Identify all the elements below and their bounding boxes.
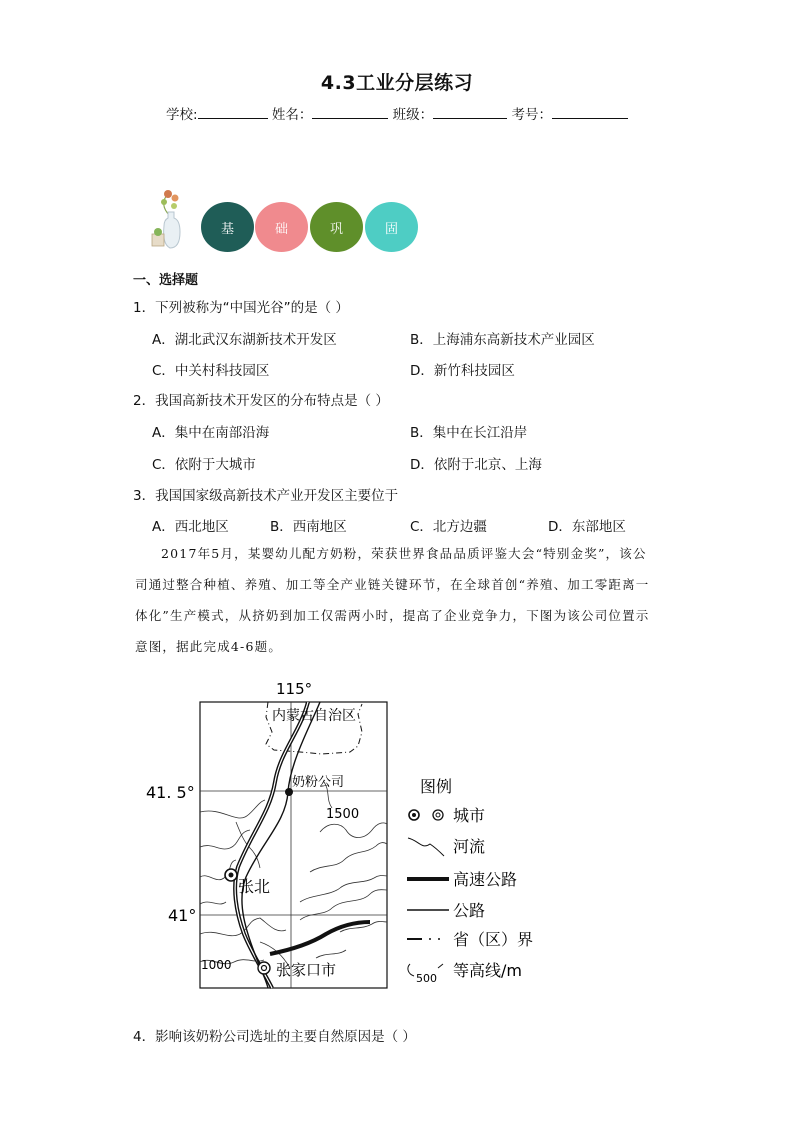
passage-line-1: 2017年5月，某婴幼儿配方奶粉，荣获世界食品品质评鉴大会“特别金奖”，该公: [161, 546, 647, 561]
zjk-label: 张家口市: [276, 961, 337, 979]
q1-option-a[interactable]: A．湖北武汉东湖新技术开发区: [152, 332, 337, 348]
q2-option-c[interactable]: C．依附于大城市: [152, 457, 256, 473]
q3-option-d[interactable]: D．东部地区: [548, 519, 626, 535]
exam-no-label: 考号：: [511, 107, 552, 123]
company-label: 奶粉公司: [292, 775, 345, 790]
legend-contour-sample: 500: [416, 972, 437, 985]
legend-highway-label: 高速公路: [453, 870, 518, 889]
page-title: 4.3工业分层练习: [320, 72, 474, 94]
school-label: 学校:: [166, 107, 198, 123]
class-label: 班级：: [392, 107, 434, 123]
question-3-stem: 3．我国国家级高新技术产业开发区主要位于: [133, 488, 399, 504]
name-blank[interactable]: [312, 104, 388, 119]
question-1-stem: 1．下列被称为“中国光谷”的是（ ）: [133, 300, 349, 316]
q2-option-d[interactable]: D．依附于北京、上海: [410, 457, 542, 473]
location-map: [140, 672, 580, 992]
plant-vase-icon: [148, 186, 194, 252]
badge-ji: 基: [201, 202, 254, 252]
name-label: 姓名：: [271, 107, 313, 123]
badge-chu: 础: [255, 202, 308, 252]
section-heading: 一、选择题: [133, 273, 199, 288]
q2-option-a[interactable]: A．集中在南部沿海: [152, 425, 270, 441]
legend-boundary-label: 省（区）界: [453, 930, 534, 949]
legend-contour-label: 等高线/m: [453, 961, 522, 980]
q3-option-b[interactable]: B．西南地区: [270, 519, 347, 535]
legend-title: 图例: [420, 777, 453, 796]
zjk-city-icon: [258, 962, 270, 974]
region-label: 内蒙古自治区: [272, 708, 356, 724]
latitude-41-5-label: 41. 5°: [146, 783, 195, 802]
legend-contour-icon: [408, 964, 414, 976]
question-2-stem: 2．我国高新技术开发区的分布特点是（ ）: [133, 393, 389, 409]
q1-option-c[interactable]: C．中关村科技园区: [152, 363, 270, 379]
school-blank[interactable]: [198, 104, 268, 119]
map-frame: [200, 702, 387, 988]
legend-river-icon: [408, 838, 444, 856]
q1-option-b[interactable]: B．上海浦东高新技术产业园区: [410, 332, 595, 348]
zhangbei-label: 张北: [238, 877, 271, 896]
contour-1500-label: 1500: [326, 807, 360, 822]
passage-line-2: 司通过整合种植、养殖、加工等全产业链关键环节，在全球首创“养殖、加工零距离一: [135, 577, 650, 592]
longitude-label: 115°: [276, 680, 313, 698]
q3-option-c[interactable]: C．北方边疆: [410, 519, 487, 535]
q3-option-a[interactable]: A．西北地区: [152, 519, 229, 535]
badge-gu: 固: [365, 202, 418, 252]
legend-city-label: 城市: [453, 806, 486, 825]
q2-option-b[interactable]: B．集中在长江沿岸: [410, 425, 528, 441]
class-blank[interactable]: [433, 104, 507, 119]
latitude-41-label: 41°: [168, 906, 197, 925]
question-4-stem: 4．影响该奶粉公司选址的主要自然原因是（ ）: [133, 1029, 416, 1045]
q1-option-d[interactable]: D．新竹科技园区: [410, 363, 515, 379]
map-legend: [407, 777, 533, 985]
student-info-line: [0, 103, 794, 123]
legend-road-label: 公路: [453, 901, 486, 920]
passage-line-4: 意图，据此完成4-6题。: [135, 639, 283, 654]
badge-gong: 巩: [310, 202, 363, 252]
legend-river-label: 河流: [453, 837, 486, 856]
exam-no-blank[interactable]: [552, 104, 628, 119]
contour-1000-label: 1000: [201, 958, 232, 972]
passage-line-3: 体化”生产模式，从挤奶到加工仅需两小时，提高了企业竞争力，下图为该公司位置示: [135, 608, 650, 623]
